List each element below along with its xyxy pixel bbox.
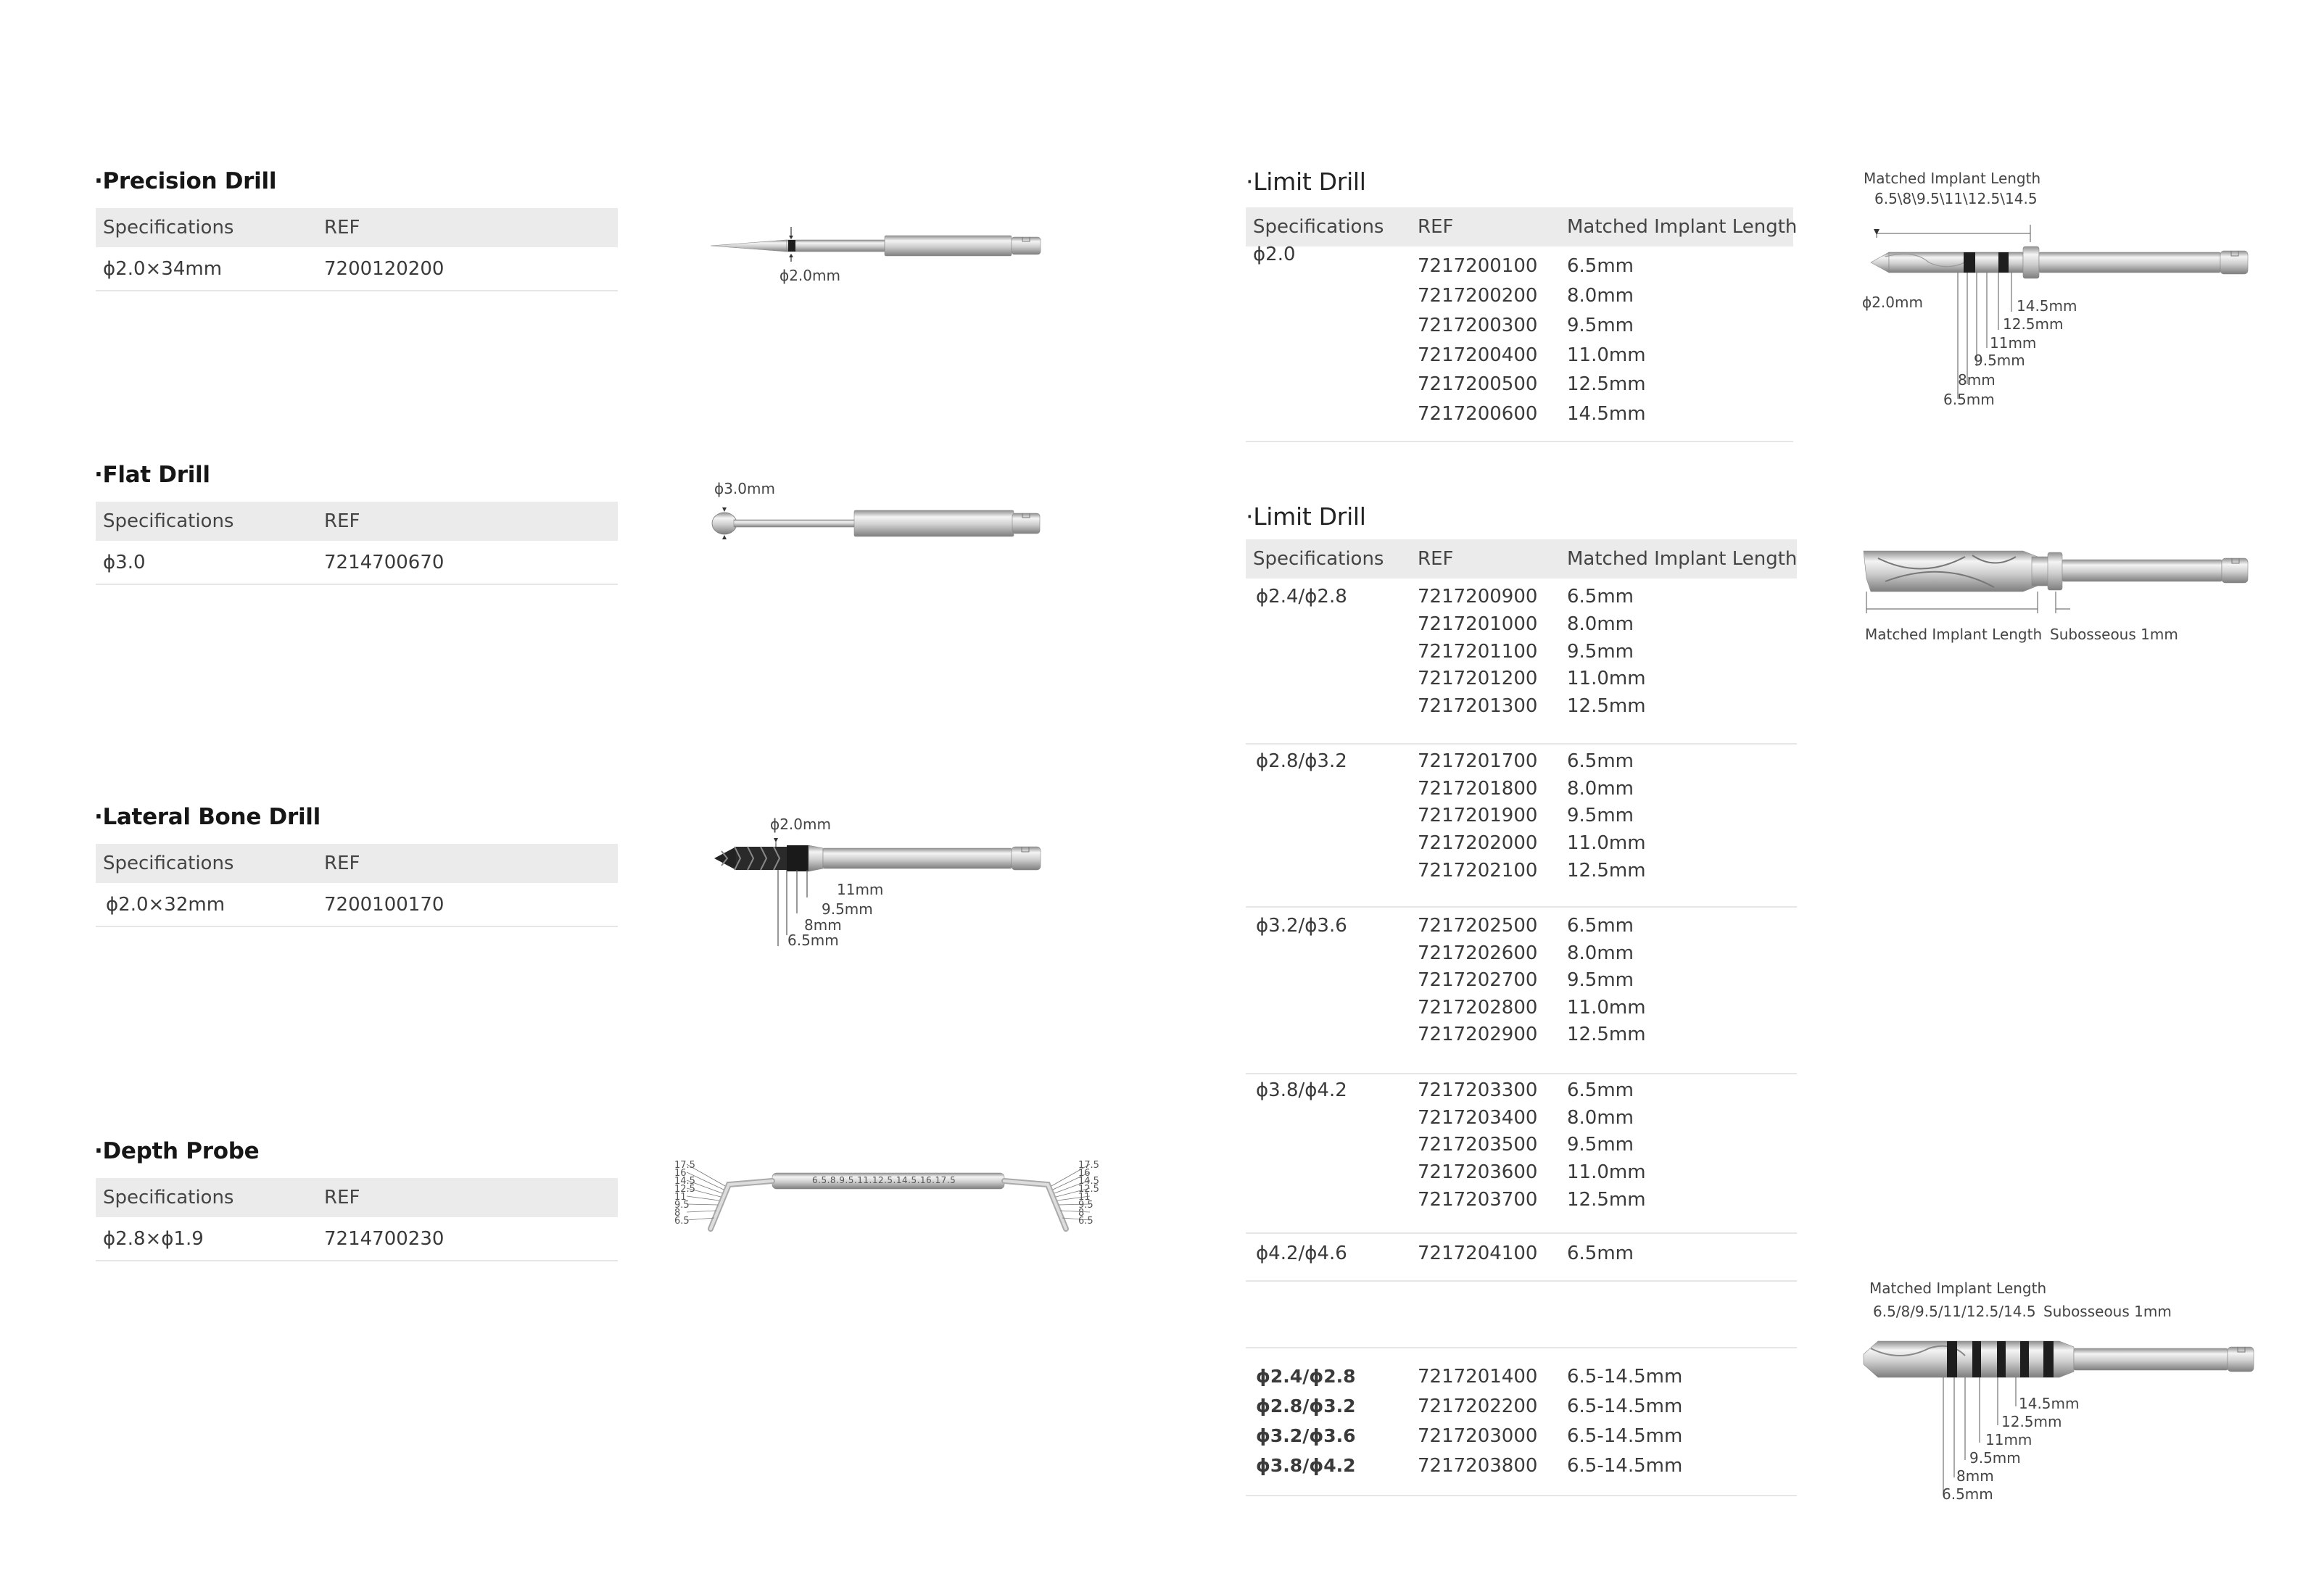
dimension-label: ϕ2.0mm xyxy=(780,267,840,284)
col-matched-length: Matched Implant Length xyxy=(1567,548,1798,570)
left-mark: 6.5 xyxy=(674,1216,690,1227)
len-cell: 9.5mm xyxy=(1567,641,1634,663)
col-ref: REF xyxy=(1418,548,1454,570)
spec-cell: ϕ3.0 xyxy=(103,552,146,573)
col-specifications: Specifications xyxy=(103,510,234,532)
ref-cell: 7217201700 xyxy=(1418,750,1538,772)
mark-label: 8mm xyxy=(804,916,842,934)
right-mark: 14.5 xyxy=(1078,1176,1099,1187)
mark-label: 11mm xyxy=(1990,334,2037,352)
mark-label: 6.5mm xyxy=(787,932,839,949)
matched-length-label: Matched Implant Length xyxy=(1865,626,2043,643)
ref-cell: 7217203300 xyxy=(1418,1079,1538,1101)
image-title: Matched Implant Length xyxy=(1864,170,2041,187)
probe-scale: 6.5.8.9.5.11.12.5.14.5.16.17.5 xyxy=(812,1175,956,1185)
table-header xyxy=(1246,207,1798,246)
mark-label: 9.5mm xyxy=(822,900,873,918)
depth-probe-image xyxy=(671,1153,1106,1254)
right-mark: 17.5 xyxy=(1078,1160,1099,1171)
col-ref: REF xyxy=(324,510,360,532)
ref-cell: 7217202000 xyxy=(1418,832,1538,854)
ref-cell: 7217203600 xyxy=(1418,1161,1538,1183)
ref-cell: 7217200200 xyxy=(1418,285,1538,307)
col-ref: REF xyxy=(324,1187,360,1208)
mark-label: 11mm xyxy=(1985,1431,2033,1448)
ref-cell: 7214700230 xyxy=(324,1228,444,1250)
spec-cell: ϕ3.2/ϕ3.6 xyxy=(1256,1425,1356,1446)
limit-drill-image-1 xyxy=(1871,217,2262,413)
section-title: ·Depth Probe xyxy=(94,1138,260,1164)
dimension-label: ϕ2.0mm xyxy=(1862,294,1923,311)
spec-cell: ϕ2.0×32mm xyxy=(106,894,226,916)
row-divider xyxy=(1246,1495,1797,1496)
section-title: ·Limit Drill xyxy=(1246,167,1366,196)
len-cell: 8.0mm xyxy=(1567,285,1634,307)
mark-label: 9.5mm xyxy=(1974,352,2025,369)
image-title: Matched Implant Length xyxy=(1869,1280,2047,1297)
len-cell: 11.0mm xyxy=(1567,832,1646,854)
ref-cell: 7217202800 xyxy=(1418,997,1538,1019)
spec-cell: ϕ2.0×34mm xyxy=(103,258,223,280)
len-cell: 11.0mm xyxy=(1567,997,1646,1019)
ref-cell: 7217202500 xyxy=(1418,915,1538,937)
len-cell: 6.5mm xyxy=(1567,1243,1634,1264)
ref-cell: 7217201300 xyxy=(1418,695,1538,717)
col-ref: REF xyxy=(324,217,360,239)
table-header xyxy=(96,844,618,883)
len-cell: 6.5mm xyxy=(1567,255,1634,277)
len-cell: 9.5mm xyxy=(1567,1134,1634,1156)
right-mark: 12.5 xyxy=(1078,1184,1099,1195)
len-cell: 8.0mm xyxy=(1567,613,1634,635)
spec-cell: ϕ3.2/ϕ3.6 xyxy=(1256,915,1347,937)
len-cell: 9.5mm xyxy=(1567,969,1634,991)
len-cell: 6.5mm xyxy=(1567,1079,1634,1101)
mark-label: 12.5mm xyxy=(2001,1413,2062,1430)
dimension-label: ϕ2.0mm xyxy=(770,816,831,833)
len-cell: 6.5-14.5mm xyxy=(1567,1396,1683,1417)
row-divider xyxy=(1246,1347,1797,1348)
col-specifications: Specifications xyxy=(1253,548,1384,570)
len-cell: 8.0mm xyxy=(1567,1107,1634,1129)
ref-cell: 7217201900 xyxy=(1418,805,1538,826)
image-subtitle: 6.5\8\9.5\11\12.5\14.5 xyxy=(1874,190,2038,207)
spec-cell: ϕ2.4/ϕ2.8 xyxy=(1256,586,1347,608)
ref-cell: 7217203800 xyxy=(1418,1455,1538,1477)
len-cell: 12.5mm xyxy=(1567,1189,1646,1211)
ref-cell: 7217201000 xyxy=(1418,613,1538,635)
ref-cell: 7217200100 xyxy=(1418,255,1538,277)
ref-cell: 7217200300 xyxy=(1418,315,1538,336)
len-cell: 12.5mm xyxy=(1567,1024,1646,1045)
section-title: ·Precision Drill xyxy=(94,168,277,194)
row-divider xyxy=(96,584,618,585)
mark-label: 6.5mm xyxy=(1942,1485,1993,1503)
dimension-label: ϕ3.0mm xyxy=(714,480,775,497)
ref-cell: 7217204100 xyxy=(1418,1243,1538,1264)
len-cell: 6.5-14.5mm xyxy=(1567,1366,1683,1388)
row-divider xyxy=(1246,906,1797,908)
len-cell: 6.5mm xyxy=(1567,915,1634,937)
section-title: ·Lateral Bone Drill xyxy=(94,804,321,830)
len-cell: 6.5mm xyxy=(1567,586,1634,608)
row-divider xyxy=(1246,1232,1797,1234)
len-cell: 12.5mm xyxy=(1567,373,1646,395)
subosseous-label: Subosseous 1mm xyxy=(2050,626,2178,643)
len-cell: 11.0mm xyxy=(1567,1161,1646,1183)
ref-cell: 7217203500 xyxy=(1418,1134,1538,1156)
subosseous-label: Subosseous 1mm xyxy=(2043,1303,2172,1320)
len-cell: 8.0mm xyxy=(1567,778,1634,800)
ref-cell: 7217201400 xyxy=(1418,1366,1538,1388)
len-cell: 9.5mm xyxy=(1567,315,1634,336)
len-cell: 14.5mm xyxy=(1567,403,1646,425)
mark-label: 8mm xyxy=(1956,1467,1994,1485)
ref-cell: 7217201100 xyxy=(1418,641,1538,663)
ref-cell: 7214700670 xyxy=(324,552,444,573)
ref-cell: 7217203000 xyxy=(1418,1425,1538,1447)
section-title: ·Flat Drill xyxy=(94,462,210,488)
precision-drill-image xyxy=(711,221,1059,286)
col-matched-length: Matched Implant Length xyxy=(1567,216,1798,238)
ref-cell: 7217201200 xyxy=(1418,668,1538,689)
mark-label: 8mm xyxy=(1958,371,1996,389)
ref-cell: 7217200400 xyxy=(1418,344,1538,366)
mark-label: 12.5mm xyxy=(2003,315,2064,333)
spec-cell: ϕ2.8×ϕ1.9 xyxy=(103,1228,204,1250)
limit-drill-image-3 xyxy=(1864,1327,2270,1508)
ref-cell: 7217200600 xyxy=(1418,403,1538,425)
left-mark: 9.5 xyxy=(674,1200,690,1211)
mark-label: 14.5mm xyxy=(2019,1395,2080,1412)
row-divider xyxy=(96,290,618,291)
ref-cell: 7200120200 xyxy=(324,258,444,280)
left-mark: 8 xyxy=(674,1208,681,1219)
ref-cell: 7217202900 xyxy=(1418,1024,1538,1045)
mark-label: 9.5mm xyxy=(1969,1449,2021,1467)
spec-cell: ϕ2.8/ϕ3.2 xyxy=(1256,750,1347,772)
len-cell: 9.5mm xyxy=(1567,805,1634,826)
col-specifications: Specifications xyxy=(103,1187,234,1208)
spec-cell: ϕ2.0 xyxy=(1253,244,1296,265)
spec-cell: ϕ4.2/ϕ4.6 xyxy=(1256,1243,1347,1264)
row-divider xyxy=(96,1260,618,1261)
spec-cell: ϕ2.4/ϕ2.8 xyxy=(1256,1366,1356,1387)
ref-cell: 7217202100 xyxy=(1418,860,1538,882)
col-specifications: Specifications xyxy=(103,217,234,239)
flat-drill-image xyxy=(711,493,1059,551)
right-mark: 16 xyxy=(1078,1168,1091,1179)
len-cell: 6.5-14.5mm xyxy=(1567,1425,1683,1447)
right-mark: 11 xyxy=(1078,1192,1091,1203)
left-mark: 16 xyxy=(674,1168,687,1179)
left-mark: 14.5 xyxy=(674,1176,695,1187)
image-subtitle: 6.5/8/9.5/11/12.5/14.5 xyxy=(1873,1303,2036,1320)
ref-cell: 7217203400 xyxy=(1418,1107,1538,1129)
row-divider xyxy=(1246,1280,1797,1282)
ref-cell: 7217200500 xyxy=(1418,373,1538,395)
mark-label: 14.5mm xyxy=(2017,297,2077,315)
col-specifications: Specifications xyxy=(1253,216,1384,238)
section-title: ·Limit Drill xyxy=(1246,502,1366,531)
left-mark: 11 xyxy=(674,1192,687,1203)
col-specifications: Specifications xyxy=(103,853,234,874)
row-divider xyxy=(1246,441,1793,442)
ref-cell: 7217202600 xyxy=(1418,942,1538,964)
lateral-bone-drill-image xyxy=(714,834,1062,950)
limit-drill-image-2 xyxy=(1864,536,2270,623)
table-header xyxy=(96,1178,618,1217)
spec-cell: ϕ3.8/ϕ4.2 xyxy=(1256,1079,1347,1101)
spec-cell: ϕ3.8/ϕ4.2 xyxy=(1256,1455,1356,1476)
ref-cell: 7217203700 xyxy=(1418,1189,1538,1211)
row-divider xyxy=(1246,743,1797,745)
right-mark: 9.5 xyxy=(1078,1200,1093,1211)
mark-label: 11mm xyxy=(837,881,884,898)
ref-cell: 7217202700 xyxy=(1418,969,1538,991)
len-cell: 11.0mm xyxy=(1567,668,1646,689)
len-cell: 12.5mm xyxy=(1567,860,1646,882)
len-cell: 6.5mm xyxy=(1567,750,1634,772)
ref-cell: 7217202200 xyxy=(1418,1396,1538,1417)
spec-cell: ϕ2.8/ϕ3.2 xyxy=(1256,1396,1356,1417)
col-ref: REF xyxy=(1418,216,1454,238)
table-header xyxy=(1246,539,1797,579)
row-divider xyxy=(1246,1073,1797,1074)
ref-cell: 7217200900 xyxy=(1418,586,1538,608)
row-divider xyxy=(96,926,618,927)
len-cell: 11.0mm xyxy=(1567,344,1646,366)
right-mark: 8 xyxy=(1078,1208,1085,1219)
len-cell: 12.5mm xyxy=(1567,695,1646,717)
table-header xyxy=(96,502,618,541)
mark-label: 6.5mm xyxy=(1943,391,1995,408)
ref-cell: 7217201800 xyxy=(1418,778,1538,800)
left-mark: 12.5 xyxy=(674,1184,695,1195)
len-cell: 6.5-14.5mm xyxy=(1567,1455,1683,1477)
right-mark: 6.5 xyxy=(1078,1216,1093,1227)
left-mark: 17.5 xyxy=(674,1160,695,1171)
table-header xyxy=(96,208,618,247)
ref-cell: 7200100170 xyxy=(324,894,444,916)
col-ref: REF xyxy=(324,853,360,874)
len-cell: 8.0mm xyxy=(1567,942,1634,964)
